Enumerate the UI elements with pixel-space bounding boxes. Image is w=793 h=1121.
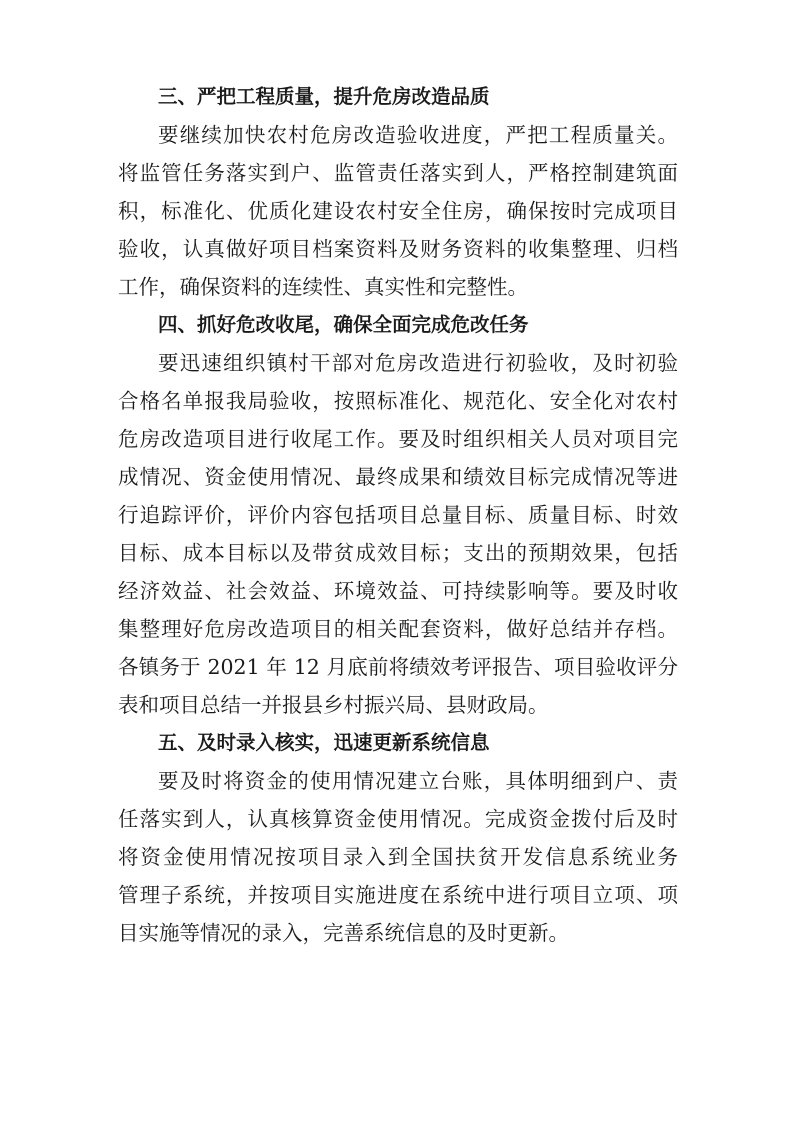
paragraph-line: 任落实到人，认真核算资金使用情况。完成资金拨付后及时 [118,807,678,831]
paragraph-line: 成情况、资金使用情况、最终成果和绩效目标完成情况等进 [118,465,678,489]
paragraph-line: 表和项目总结一并报县乡村振兴局、县财政局。 [118,693,549,717]
section-three [118,78,678,306]
paragraph-line: 集整理好危房改造项目的相关配套资料，做好总结并存档。 [118,617,678,641]
paragraph-line: 要迅速组织镇村干部对危房改造进行初验收，及时初验 [158,351,678,375]
paragraph-line: 目实施等情况的录入，完善系统信息的及时更新。 [118,921,569,945]
paragraph-line: 工作，确保资料的连续性、真实性和完整性。 [118,275,528,299]
paragraph-line: 将监管任务落实到户、监管责任落实到人，严格控制建筑面 [118,161,678,185]
paragraph-line: 行追踪评价，评价内容包括项目总量目标、质量目标、时效 [118,503,678,527]
section-paragraph-four [118,344,678,724]
section-four [118,306,678,724]
paragraph-line: 经济效益、社会效益、环境效益、可持续影响等。要及时收 [118,579,678,603]
paragraph-line: 合格名单报我局验收，按照标准化、规范化、安全化对农村 [118,389,678,413]
section-paragraph-five [118,762,678,952]
section-five [118,724,678,952]
paragraph-line: 将资金使用情况按项目录入到全国扶贫开发信息系统业务 [118,845,678,869]
paragraph-line: 要及时将资金的使用情况建立台账，具体明细到户、责 [158,769,678,793]
paragraph-line: 积，标准化、优质化建设农村安全住房，确保按时完成项目 [118,199,678,223]
paragraph-line: 要继续加快农村危房改造验收进度，严把工程质量关。 [158,123,678,147]
section-heading-five: 五、及时录入核实，迅速更新系统信息 [158,731,490,754]
paragraph-line: 验收，认真做好项目档案资料及财务资料的收集整理、归档 [118,237,678,261]
section-heading-four: 四、抓好危改收尾，确保全面完成危改任务 [158,313,529,336]
section-paragraph-three [118,116,678,306]
paragraph-line: 危房改造项目进行收尾工作。要及时组织相关人员对项目完 [118,427,678,451]
paragraph-line: 管理子系统，并按项目实施进度在系统中进行项目立项、项 [118,883,678,907]
section-heading-three: 三、严把工程质量，提升危房改造品质 [158,85,490,108]
document-body [118,78,678,952]
paragraph-line: 目标、成本目标以及带贫成效目标；支出的预期效果，包括 [118,541,678,565]
paragraph-line: 各镇务于 2021 年 12 月底前将绩效考评报告、项目验收评分 [118,655,678,679]
